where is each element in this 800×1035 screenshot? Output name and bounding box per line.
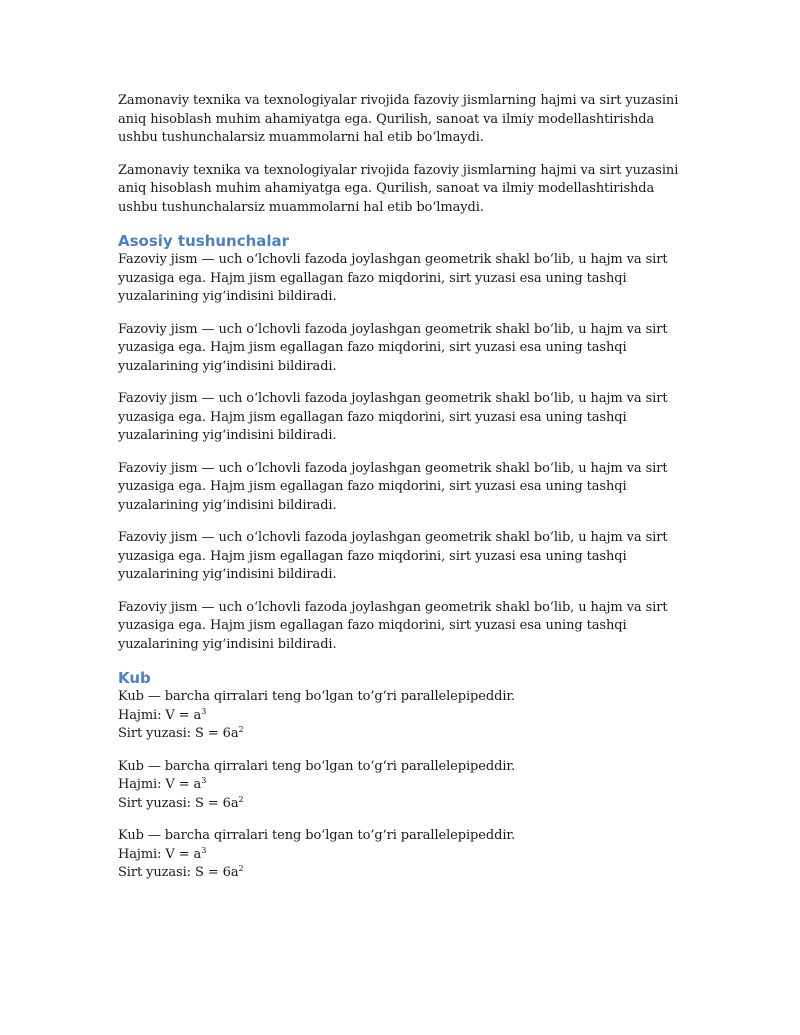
surface-label: Sirt yuzasi: S = 6a [118, 795, 239, 811]
kub-section [118, 668, 688, 883]
surface-label: Sirt yuzasi: S = 6a [118, 865, 239, 880]
surface-label: Sirt yuzasi: S = 6a [118, 726, 239, 741]
concept-paragraph: Fazoviy jism — uch o‘lchovli fazoda joylashgan geometrik shakl bo‘lib, u hajm va sirt yuzasiga ega. Hajm jism egallagan fazo miqdorini, sirt yuzasi esa uning tashqi yuzalarining yig‘indisini bildiradi. [118, 530, 668, 582]
concept-paragraph: Fazoviy jism — uch o‘lchovli fazoda joylashgan geometrik shakl bo‘lib, u hajm va sirt yuzasiga ega. Hajm jism egallagan fazo miqdorini, sirt yuzasi esa uning tashqi yuzalarining yig‘indisini bildiradi. [118, 252, 668, 304]
volume-exponent: 3 [201, 845, 207, 855]
volume-label: Hajmi: V = a [118, 777, 202, 792]
intro-section [118, 92, 688, 217]
surface-exponent: 2 [238, 794, 244, 804]
concept-paragraph: Fazoviy jism — uch o‘lchovli fazoda joylashgan geometrik shakl bo‘lib, u hajm va sirt yuzasiga ega. Hajm jism egallagan fazo miqdorini, sirt yuzasi esa uning tashqi yuzalarining yig‘indisini bildiradi. [118, 599, 668, 652]
kub-definition: Kub — barcha qirralari teng bo‘lgan to‘g‘ri parallelepipeddir. [118, 828, 516, 843]
concept-paragraph: Fazoviy jism — uch o‘lchovli fazoda joylashgan geometrik shakl bo‘lib, u hajm va sirt yuzasiga ega. Hajm jism egallagan fazo miqdorini, sirt yuzasi esa uning tashqi yuzalarining yig‘indisini bildiradi. [118, 321, 668, 374]
kub-definition: Kub — barcha qirralari teng bo‘lgan to‘g‘ri parallelepipeddir. [118, 758, 516, 774]
kub-surface-formula [118, 864, 688, 883]
kub-surface-formula [118, 795, 688, 814]
kub-definition: Kub — barcha qirralari teng bo‘lgan to‘g‘ri parallelepipeddir. [118, 689, 516, 704]
kub-volume-formula [118, 846, 688, 865]
volume-label: Hajmi: V = a [118, 707, 202, 723]
concepts-section [118, 231, 688, 654]
volume-exponent: 3 [201, 776, 207, 785]
kub-block [118, 758, 688, 814]
kub-block [118, 827, 688, 883]
concept-paragraph: Fazoviy jism — uch o‘lchovli fazoda joylashgan geometrik shakl bo‘lib, u hajm va sirt yuzasiga ega. Hajm jism egallagan fazo miqdorini, sirt yuzasi esa uning tashqi yuzalarining yig‘indisini bildiradi. [118, 460, 668, 513]
volume-label: Hajmi: V = a [118, 846, 202, 862]
section-heading-concepts: Asosiy tushunchalar [118, 232, 290, 250]
volume-exponent: 3 [201, 706, 207, 716]
concept-paragraph: Fazoviy jism — uch o‘lchovli fazoda joylashgan geometrik shakl bo‘lib, u hajm va sirt yuzasiga ega. Hajm jism egallagan fazo miqdorini, sirt yuzasi esa uning tashqi yuzalarining yig‘indisini bildiradi. [118, 391, 668, 443]
intro-paragraph: Zamonaviy texnika va texnologiyalar rivojida fazoviy jismlarning hajmi va sirt yuzasini aniq hisoblash muhim ahamiyatga ega. Qurilish, sanoat va ilmiy modellashtirishda ushbu tushunchalarsiz muammolarni hal etib bo‘lmaydi. [118, 162, 679, 215]
surface-exponent: 2 [238, 725, 244, 734]
kub-volume-formula [118, 776, 688, 795]
kub-block [118, 688, 688, 744]
kub-volume-formula [118, 707, 688, 726]
intro-paragraph: Zamonaviy texnika va texnologiyalar rivojida fazoviy jismlarning hajmi va sirt yuzasini aniq hisoblash muhim ahamiyatga ega. Qurilish, sanoat va ilmiy modellashtirishda ushbu tushunchalarsiz muammolarni hal etib bo‘lmaydi. [118, 93, 679, 145]
document-page [118, 92, 688, 897]
section-heading-kub: Kub [118, 669, 151, 687]
kub-surface-formula [118, 725, 688, 744]
surface-exponent: 2 [238, 864, 244, 873]
